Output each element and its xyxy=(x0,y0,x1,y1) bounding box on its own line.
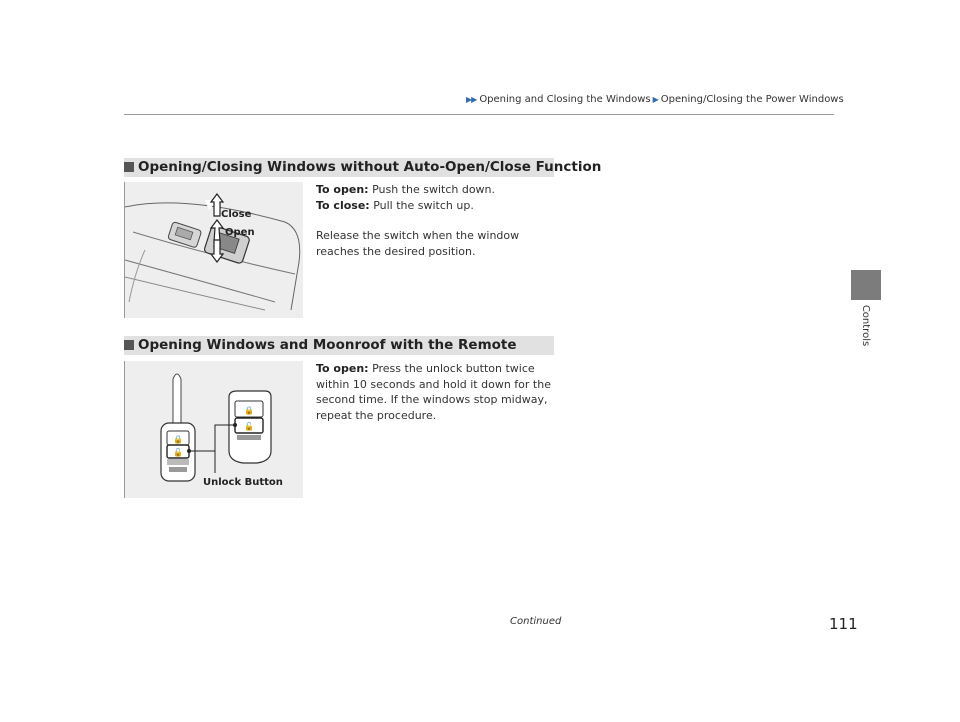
section1-body xyxy=(316,182,556,259)
breadcrumb-part-2: Opening/Closing the Power Windows xyxy=(660,94,844,105)
figure-label-close: Close xyxy=(221,209,252,220)
svg-text:🔒: 🔒 xyxy=(244,406,254,415)
breadcrumb xyxy=(466,94,844,105)
window-switch-drawing xyxy=(125,182,304,318)
chapter-tab-label: Controls xyxy=(860,304,872,346)
section2-body xyxy=(316,361,552,423)
arrow-icon: ▶ xyxy=(652,95,658,104)
continued-note: Continued xyxy=(510,616,562,627)
chapter-tab-marker xyxy=(851,270,881,300)
square-bullet-icon xyxy=(124,340,134,350)
close-instruction: To close: Pull the switch up. xyxy=(316,198,474,212)
window-switch-illustration xyxy=(124,182,303,318)
section-heading-window-switch: Opening/Closing Windows without Auto-Open/Close Function xyxy=(124,158,554,177)
figure-label-unlock: Unlock Button xyxy=(203,477,283,488)
header-divider xyxy=(124,114,834,115)
svg-text:🔓: 🔓 xyxy=(173,448,183,457)
remote-key-illustration xyxy=(124,361,303,498)
double-arrow-icon: ▶▶ xyxy=(466,95,477,104)
svg-text:🔒: 🔒 xyxy=(173,435,183,444)
remote-open-instruction: To open: Press the unlock button twice within 10 seconds and hold it down for the second time. If the windows stop midway, repeat the procedure. xyxy=(316,362,551,422)
svg-text:🔓: 🔓 xyxy=(244,422,254,431)
section-heading-remote: Opening Windows and Moonroof with the Remote xyxy=(124,336,554,355)
square-bullet-icon xyxy=(124,162,134,172)
breadcrumb-part-1: Opening and Closing the Windows xyxy=(479,94,651,105)
figure-label-open: Open xyxy=(225,227,255,238)
page-number: 111 xyxy=(829,615,858,633)
release-instruction: Release the switch when the window reaches the desired position. xyxy=(316,229,520,258)
open-instruction: To open: Push the switch down. xyxy=(316,183,496,196)
